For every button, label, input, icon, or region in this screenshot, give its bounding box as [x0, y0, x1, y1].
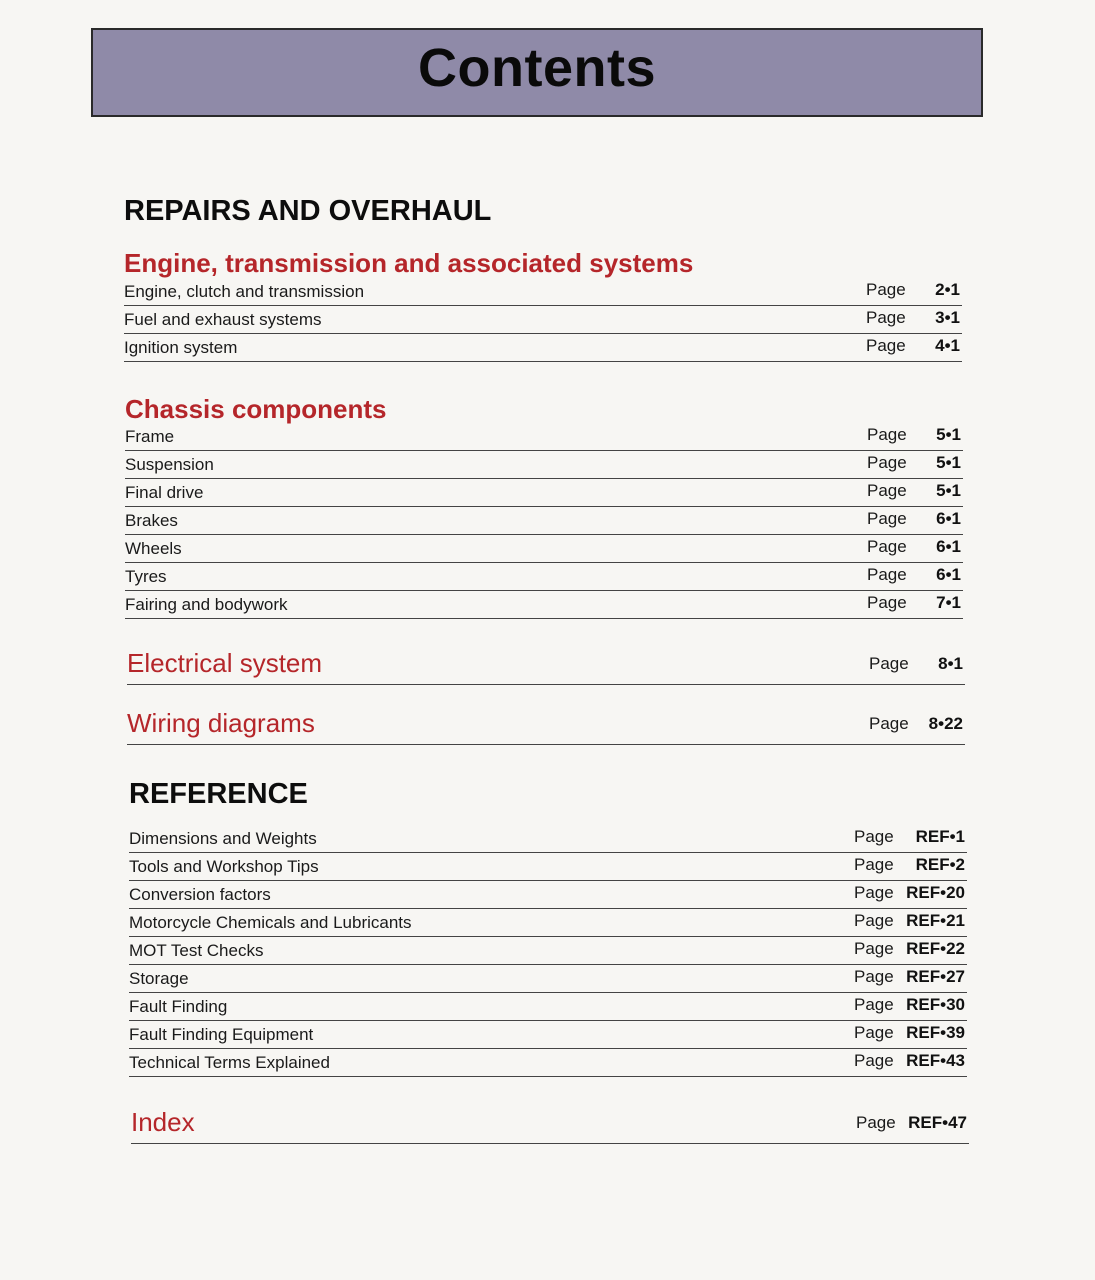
toc-row[interactable] — [125, 535, 963, 563]
toc-row-page-number: REF•22 — [906, 939, 965, 958]
toc-row-page-word: Page — [854, 883, 894, 902]
toc-row[interactable] — [129, 965, 967, 993]
toc-row[interactable] — [129, 993, 967, 1021]
toc-row[interactable] — [129, 881, 967, 909]
toc-row-label: Tyres — [125, 567, 167, 586]
toc-section-row-electrical[interactable] — [127, 641, 965, 685]
toc-row-page-number: 7•1 — [936, 593, 961, 612]
toc-row[interactable] — [125, 451, 963, 479]
toc-row-page-number: REF•27 — [906, 967, 965, 986]
toc-row[interactable] — [124, 306, 962, 334]
toc-row-page-number: 8•1 — [938, 654, 963, 673]
toc-row-page-word: Page — [867, 425, 907, 444]
toc-row[interactable] — [125, 563, 963, 591]
toc-row-label: Fault Finding Equipment — [129, 1025, 314, 1044]
toc-row-page-word: Page — [854, 855, 894, 874]
toc-row-page-number: REF•21 — [906, 911, 965, 930]
toc-row-page-number: REF•43 — [906, 1051, 965, 1070]
toc-row-page-word: Page — [867, 453, 907, 472]
toc-row-page-word: Page — [867, 565, 907, 584]
toc-row-page-number: 6•1 — [936, 537, 961, 556]
toc-row-page-word: Page — [854, 939, 894, 958]
repairs-heading: REPAIRS AND OVERHAUL — [124, 195, 492, 227]
toc-row-page-number: 5•1 — [936, 481, 961, 500]
toc-row[interactable] — [125, 423, 963, 451]
toc-row-page-word: Page — [854, 1023, 894, 1042]
toc-row[interactable] — [129, 1021, 967, 1049]
toc-row-page-word: Page — [866, 308, 906, 327]
toc-row-label: Suspension — [125, 455, 214, 474]
title-banner — [91, 28, 983, 117]
toc-row-label: Conversion factors — [129, 885, 271, 904]
toc-row-page-number: 5•1 — [936, 425, 961, 444]
toc-section-label: Electrical system — [127, 648, 323, 678]
toc-row[interactable] — [124, 334, 962, 362]
toc-row-label: Motorcycle Chemicals and Lubricants — [129, 913, 412, 932]
toc-row-page-number: REF•1 — [915, 827, 965, 846]
toc-row[interactable] — [125, 479, 963, 507]
toc-row[interactable] — [129, 909, 967, 937]
toc-row[interactable] — [129, 1049, 967, 1077]
toc-row-label: Fault Finding — [129, 997, 228, 1016]
reference-heading: REFERENCE — [129, 778, 308, 810]
toc-row-page-word: Page — [856, 1113, 896, 1132]
toc-row-page-number: 4•1 — [935, 336, 960, 355]
toc-row[interactable] — [129, 937, 967, 965]
toc-row-page-word: Page — [867, 593, 907, 612]
toc-row[interactable] — [125, 591, 963, 619]
toc-row-label: Dimensions and Weights — [129, 829, 317, 848]
toc-row-page-word: Page — [854, 911, 894, 930]
toc-section-label: Index — [131, 1107, 195, 1137]
toc-row[interactable] — [129, 853, 967, 881]
toc-row-label: Ignition system — [124, 338, 238, 357]
toc-row[interactable] — [125, 507, 963, 535]
toc-row-label: Tools and Workshop Tips — [129, 857, 319, 876]
toc-row-label: Storage — [129, 969, 189, 988]
toc-section-row-wiring[interactable] — [127, 701, 965, 745]
toc-section-label: Wiring diagrams — [127, 708, 315, 738]
page-title: Contents — [418, 37, 656, 98]
toc-row-page-number: 6•1 — [936, 565, 961, 584]
toc-row-label: MOT Test Checks — [129, 941, 264, 960]
toc-row-page-word: Page — [854, 967, 894, 986]
toc-row-label: Brakes — [125, 511, 178, 530]
toc-row-label: Frame — [125, 427, 175, 446]
toc-section-row-index[interactable] — [131, 1100, 969, 1144]
toc-row-page-number: REF•20 — [906, 883, 965, 902]
toc-row-label: Technical Terms Explained — [129, 1053, 330, 1072]
toc-row-page-word: Page — [867, 537, 907, 556]
toc-row[interactable] — [124, 278, 962, 306]
chassis-heading: Chassis components — [125, 394, 387, 424]
toc-row-label: Final drive — [125, 483, 204, 502]
toc-row-page-number: 8•22 — [928, 714, 963, 733]
toc-row-label: Wheels — [125, 539, 182, 558]
toc-row-page-number: REF•30 — [906, 995, 965, 1014]
toc-row-page-number: REF•2 — [915, 855, 965, 874]
toc-row-label: Fuel and exhaust systems — [124, 310, 322, 329]
toc-row-page-word: Page — [869, 654, 909, 673]
toc-row-page-word: Page — [854, 995, 894, 1014]
toc-row-page-number: 5•1 — [936, 453, 961, 472]
toc-row-page-number: 3•1 — [935, 308, 960, 327]
toc-row-page-word: Page — [854, 1051, 894, 1070]
toc-row-page-word: Page — [867, 509, 907, 528]
toc-row-page-number: REF•39 — [906, 1023, 965, 1042]
toc-row-label: Engine, clutch and transmission — [124, 282, 365, 301]
toc-row-label: Fairing and bodywork — [125, 595, 288, 614]
engine-heading: Engine, transmission and associated systems — [124, 248, 694, 278]
toc-row-page-word: Page — [854, 827, 894, 846]
toc-row[interactable] — [129, 825, 967, 853]
toc-row-page-number: REF•47 — [908, 1113, 967, 1132]
toc-row-page-word: Page — [866, 336, 906, 355]
toc-row-page-word: Page — [867, 481, 907, 500]
toc-row-page-word: Page — [869, 714, 909, 733]
toc-row-page-number: 6•1 — [936, 509, 961, 528]
toc-row-page-number: 2•1 — [935, 280, 960, 299]
toc-row-page-word: Page — [866, 280, 906, 299]
